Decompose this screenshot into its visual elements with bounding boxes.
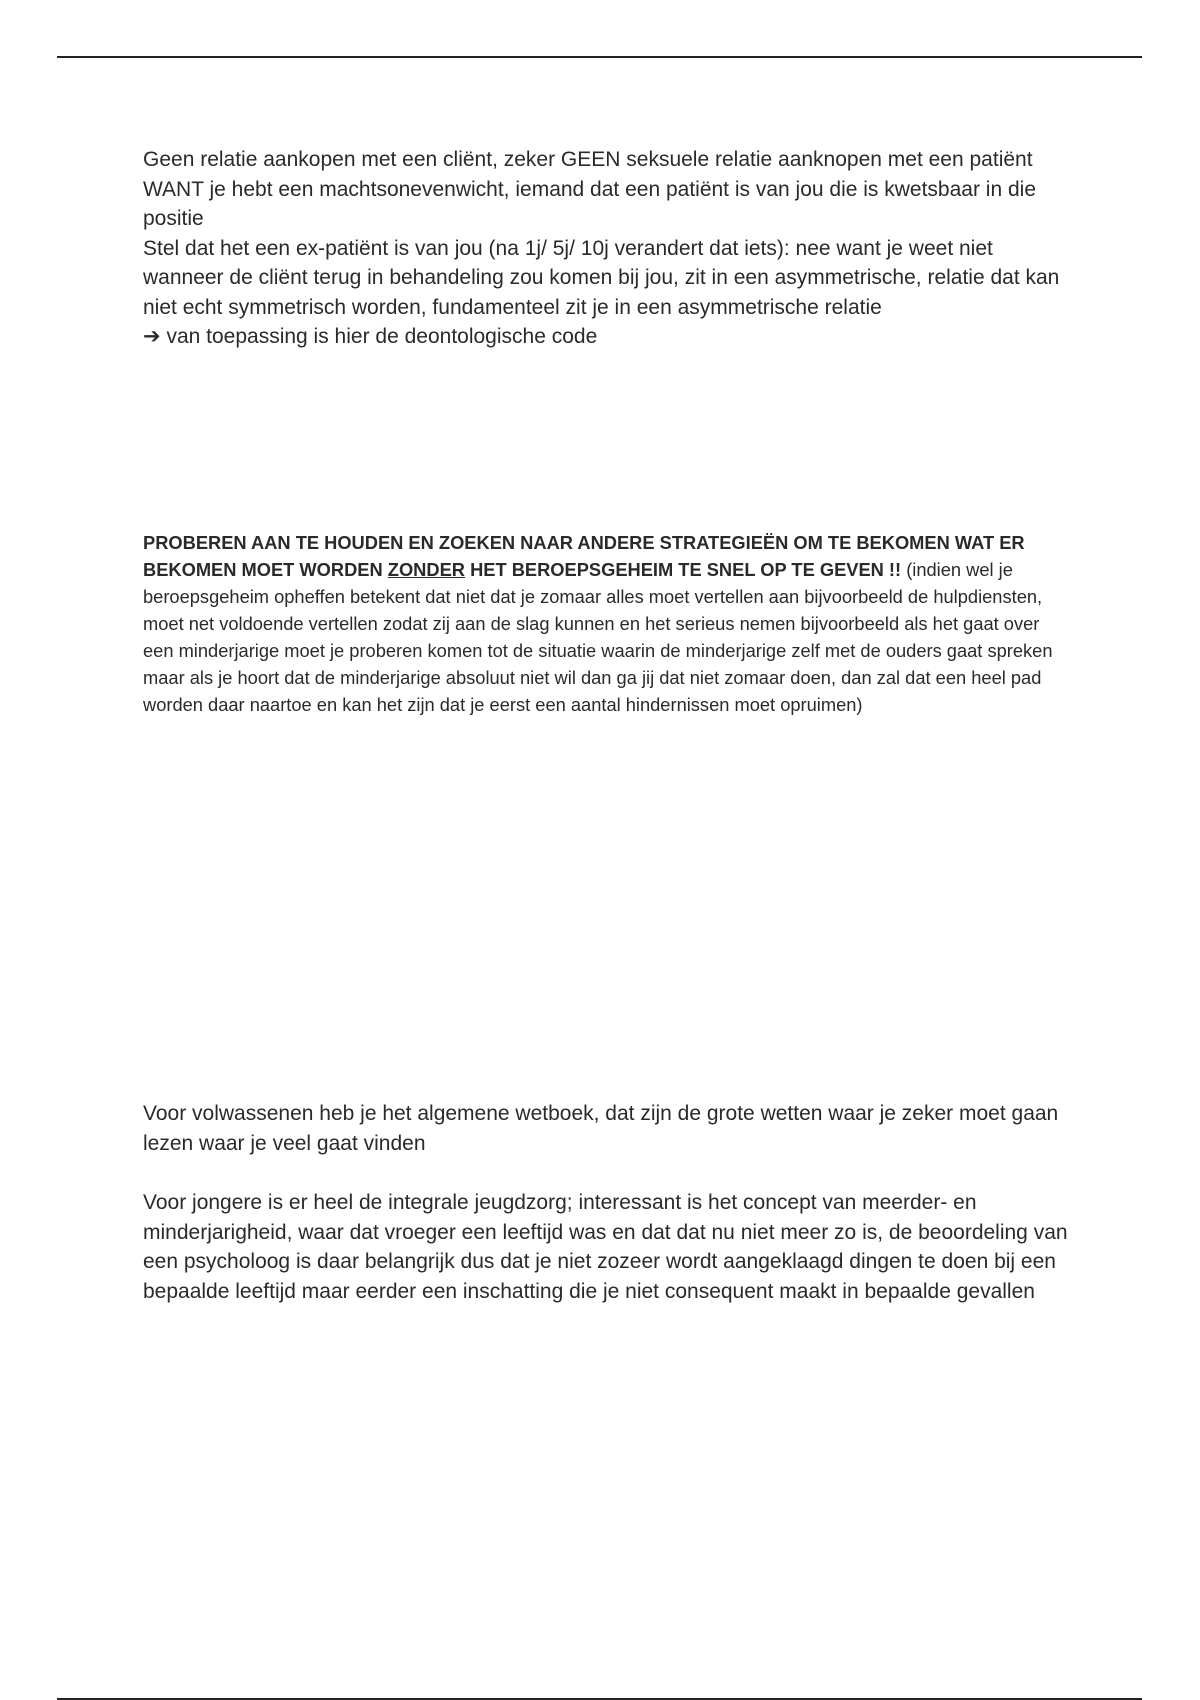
paragraph-adults: Voor volwassenen heb je het algemene wetboek, dat zijn de grote wetten waar je zeker moet gaan lezen waar je veel gaat vinden [143,1102,1059,1155]
paragraph-ex-patient: Stel dat het een ex-patiënt is van jou (na 1j/ 5j/ 10j verandert dat iets): nee want je weet niet wanneer de cliënt terug in behandeling zou komen bij jou, zit in een asymmetrische, relatie dat kan niet echt symmetrisch worden, fundamenteel zit je in een asymmetrische relatie [143,236,1060,319]
section-relationship [143,145,1073,352]
paragraph-no-relationship: Geen relatie aankopen met een cliënt, zeker GEEN seksuele relatie aanknopen met een patiënt WANT je hebt een machtsonevenwicht, iemand dat een patiënt is van jou die is kwetsbaar in die positie [143,148,1037,230]
paragraph-youth-care: Voor jongere is er heel de integrale jeugdzorg; interessant is het concept van meerder- en minderjarigheid, waar dat vroeger een leeftijd was en dat dat nu niet meer zo is, de beoordeling van een psycholoog is daar belangrijk dus dat je niet zozeer wordt aangeklaagd dingen te doen bij een bepaalde leeftijd maar eerder een inschatting die je niet consequent maakt in bepaalde gevallen [143,1191,1068,1303]
section-professional-secrecy [143,529,1073,718]
section-legislation [143,1099,1073,1306]
paragraph-deontological-code [143,322,1073,352]
secrecy-heading-underlined: ZONDER [387,559,465,580]
arrow-right-icon: ➔ [143,325,161,348]
secrecy-explanation: (indien wel je beroepsgeheim opheffen betekent dat niet dat je zomaar alles moet vertellen aan bijvoorbeeld de hulpdiensten, moet net voldoende vertellen zodat zij aan de slag kunnen en het serieus nemen bijvoorbeeld als het gaat over een minderjarige moet je proberen komen tot de situatie waarin de minderjarige zelf met de ouders gaat spreken maar als je hoort dat de minderjarige absoluut niet wil dan ga jij dat niet zomaar doen, dan zal dat een heel pad worden daar naartoe en kan het zijn dat je eerst een aantal hindernissen moet opruimen) [143,559,1053,715]
secrecy-heading-part1: PROBEREN AAN TE HOUDEN EN ZOEKEN NAAR ANDERE STRATEGIEËN OM TE BEKOMEN WAT ER BEKOMEN MOET WORDEN [143,532,1025,580]
paragraph-professional-secrecy [143,529,1073,718]
top-rule [57,56,1142,58]
deontological-code-text: van toepassing is hier de deontologische code [166,325,598,348]
secrecy-heading-part2: HET BEROEPSGEHEIM TE SNEL OP TE GEVEN !! [470,559,902,580]
paragraph-spacer [143,1158,1073,1188]
